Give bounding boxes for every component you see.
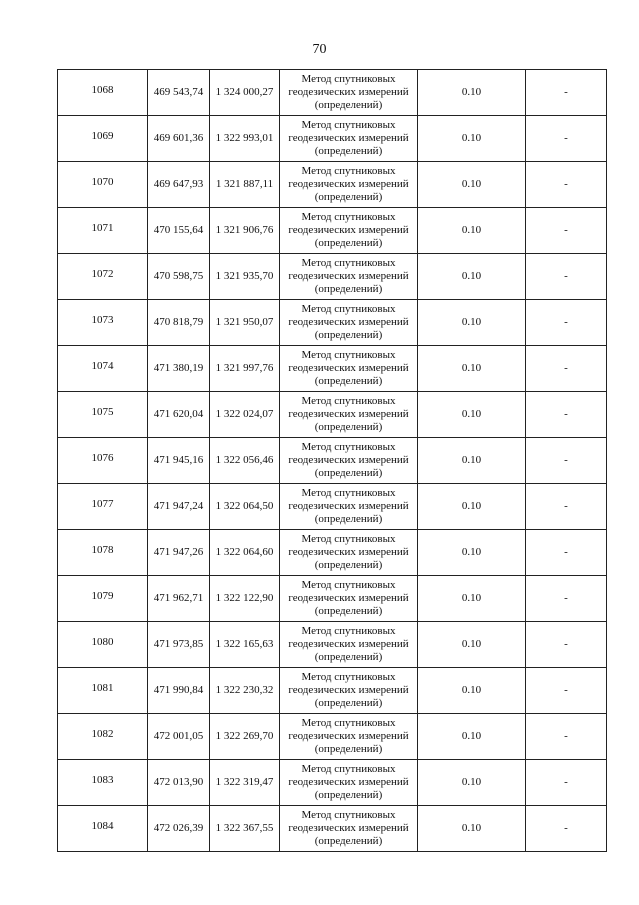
- method-cell: [280, 714, 418, 760]
- x-coordinate-cell: 471 962,71: [148, 576, 210, 622]
- table-row: [58, 484, 607, 530]
- x-coordinate-cell: 471 947,26: [148, 530, 210, 576]
- method-cell: [280, 116, 418, 162]
- table-row: [58, 806, 607, 852]
- y-coordinate-cell: 1 322 122,90: [210, 576, 280, 622]
- x-coordinate-cell: 469 543,74: [148, 70, 210, 116]
- table-row: [58, 438, 607, 484]
- y-coordinate-cell: 1 322 269,70: [210, 714, 280, 760]
- x-coordinate-cell: 472 001,05: [148, 714, 210, 760]
- accuracy-cell: 0.10: [418, 438, 526, 484]
- coordinates-table-body: [58, 70, 607, 852]
- x-coordinate-cell: 471 990,84: [148, 668, 210, 714]
- page-number: 70: [312, 42, 327, 57]
- point-number-cell: 1075: [58, 392, 148, 438]
- point-number-cell: 1069: [58, 116, 148, 162]
- note-cell: -: [526, 300, 607, 346]
- method-cell: [280, 438, 418, 484]
- table-row: [58, 208, 607, 254]
- accuracy-cell: 0.10: [418, 484, 526, 530]
- method-text: Метод спутниковых геодезических измерений (определений): [288, 579, 409, 617]
- method-cell: [280, 392, 418, 438]
- coordinates-table: [57, 69, 607, 852]
- method-text: Метод спутниковых геодезических измерений (определений): [288, 533, 409, 571]
- method-cell: [280, 254, 418, 300]
- y-coordinate-cell: 1 321 887,11: [210, 162, 280, 208]
- note-cell: -: [526, 622, 607, 668]
- method-cell: [280, 668, 418, 714]
- y-coordinate-cell: 1 322 319,47: [210, 760, 280, 806]
- y-coordinate-cell: 1 322 230,32: [210, 668, 280, 714]
- method-text: Метод спутниковых геодезических измерений (определений): [288, 625, 409, 663]
- accuracy-cell: 0.10: [418, 208, 526, 254]
- y-coordinate-cell: 1 321 906,76: [210, 208, 280, 254]
- y-coordinate-cell: 1 322 056,46: [210, 438, 280, 484]
- x-coordinate-cell: 471 945,16: [148, 438, 210, 484]
- accuracy-cell: 0.10: [418, 392, 526, 438]
- method-text: Метод спутниковых геодезических измерений (определений): [288, 717, 409, 755]
- accuracy-cell: 0.10: [418, 162, 526, 208]
- method-cell: [280, 346, 418, 392]
- point-number-cell: 1081: [58, 668, 148, 714]
- method-cell: [280, 162, 418, 208]
- point-number-cell: 1073: [58, 300, 148, 346]
- x-coordinate-cell: 469 647,93: [148, 162, 210, 208]
- method-cell: [280, 300, 418, 346]
- method-text: Метод спутниковых геодезических измерений (определений): [288, 809, 409, 847]
- table-row: [58, 162, 607, 208]
- x-coordinate-cell: 472 013,90: [148, 760, 210, 806]
- table-row: [58, 622, 607, 668]
- accuracy-cell: 0.10: [418, 116, 526, 162]
- note-cell: -: [526, 254, 607, 300]
- x-coordinate-cell: 471 973,85: [148, 622, 210, 668]
- note-cell: -: [526, 346, 607, 392]
- note-cell: -: [526, 208, 607, 254]
- y-coordinate-cell: 1 324 000,27: [210, 70, 280, 116]
- point-number-cell: 1074: [58, 346, 148, 392]
- method-text: Метод спутниковых геодезических измерений (определений): [288, 257, 409, 295]
- note-cell: -: [526, 162, 607, 208]
- note-cell: -: [526, 760, 607, 806]
- table-row: [58, 530, 607, 576]
- x-coordinate-cell: 472 026,39: [148, 806, 210, 852]
- note-cell: -: [526, 806, 607, 852]
- point-number-cell: 1068: [58, 70, 148, 116]
- method-text: Метод спутниковых геодезических измерений (определений): [288, 211, 409, 249]
- point-number-cell: 1083: [58, 760, 148, 806]
- method-text: Метод спутниковых геодезических измерений (определений): [288, 487, 409, 525]
- point-number-cell: 1078: [58, 530, 148, 576]
- table-row: [58, 760, 607, 806]
- method-cell: [280, 760, 418, 806]
- x-coordinate-cell: 471 380,19: [148, 346, 210, 392]
- table-row: [58, 300, 607, 346]
- note-cell: -: [526, 392, 607, 438]
- note-cell: -: [526, 484, 607, 530]
- y-coordinate-cell: 1 322 993,01: [210, 116, 280, 162]
- x-coordinate-cell: 470 818,79: [148, 300, 210, 346]
- method-cell: [280, 806, 418, 852]
- table-row: [58, 392, 607, 438]
- y-coordinate-cell: 1 321 950,07: [210, 300, 280, 346]
- table-row: [58, 714, 607, 760]
- method-cell: [280, 530, 418, 576]
- note-cell: -: [526, 714, 607, 760]
- table-row: [58, 668, 607, 714]
- accuracy-cell: 0.10: [418, 346, 526, 392]
- method-text: Метод спутниковых геодезических измерений (определений): [288, 349, 409, 387]
- table-row: [58, 254, 607, 300]
- accuracy-cell: 0.10: [418, 806, 526, 852]
- method-text: Метод спутниковых геодезических измерений (определений): [288, 671, 409, 709]
- point-number-cell: 1080: [58, 622, 148, 668]
- method-cell: [280, 70, 418, 116]
- accuracy-cell: 0.10: [418, 576, 526, 622]
- method-text: Метод спутниковых геодезических измерений (определений): [288, 303, 409, 341]
- point-number-cell: 1077: [58, 484, 148, 530]
- note-cell: -: [526, 116, 607, 162]
- point-number-cell: 1076: [58, 438, 148, 484]
- method-text: Метод спутниковых геодезических измерений (определений): [288, 73, 409, 111]
- x-coordinate-cell: 471 947,24: [148, 484, 210, 530]
- accuracy-cell: 0.10: [418, 714, 526, 760]
- y-coordinate-cell: 1 322 367,55: [210, 806, 280, 852]
- method-text: Метод спутниковых геодезических измерений (определений): [288, 441, 409, 479]
- method-text: Метод спутниковых геодезических измерений (определений): [288, 119, 409, 157]
- table-row: [58, 346, 607, 392]
- method-text: Метод спутниковых геодезических измерений (определений): [288, 165, 409, 203]
- method-cell: [280, 208, 418, 254]
- method-text: Метод спутниковых геодезических измерений (определений): [288, 763, 409, 801]
- point-number-cell: 1082: [58, 714, 148, 760]
- method-cell: [280, 484, 418, 530]
- x-coordinate-cell: 471 620,04: [148, 392, 210, 438]
- x-coordinate-cell: 470 155,64: [148, 208, 210, 254]
- y-coordinate-cell: 1 322 064,60: [210, 530, 280, 576]
- accuracy-cell: 0.10: [418, 300, 526, 346]
- table-row: [58, 116, 607, 162]
- point-number-cell: 1070: [58, 162, 148, 208]
- y-coordinate-cell: 1 322 064,50: [210, 484, 280, 530]
- method-text: Метод спутниковых геодезических измерений (определений): [288, 395, 409, 433]
- note-cell: -: [526, 668, 607, 714]
- accuracy-cell: 0.10: [418, 668, 526, 714]
- point-number-cell: 1071: [58, 208, 148, 254]
- point-number-cell: 1079: [58, 576, 148, 622]
- accuracy-cell: 0.10: [418, 622, 526, 668]
- note-cell: -: [526, 530, 607, 576]
- x-coordinate-cell: 469 601,36: [148, 116, 210, 162]
- accuracy-cell: 0.10: [418, 530, 526, 576]
- note-cell: -: [526, 576, 607, 622]
- point-number-cell: 1072: [58, 254, 148, 300]
- table-row: [58, 576, 607, 622]
- x-coordinate-cell: 470 598,75: [148, 254, 210, 300]
- table-row: [58, 70, 607, 116]
- y-coordinate-cell: 1 321 997,76: [210, 346, 280, 392]
- y-coordinate-cell: 1 322 165,63: [210, 622, 280, 668]
- note-cell: -: [526, 70, 607, 116]
- accuracy-cell: 0.10: [418, 254, 526, 300]
- method-cell: [280, 622, 418, 668]
- note-cell: -: [526, 438, 607, 484]
- method-cell: [280, 576, 418, 622]
- accuracy-cell: 0.10: [418, 760, 526, 806]
- accuracy-cell: 0.10: [418, 70, 526, 116]
- point-number-cell: 1084: [58, 806, 148, 852]
- y-coordinate-cell: 1 322 024,07: [210, 392, 280, 438]
- y-coordinate-cell: 1 321 935,70: [210, 254, 280, 300]
